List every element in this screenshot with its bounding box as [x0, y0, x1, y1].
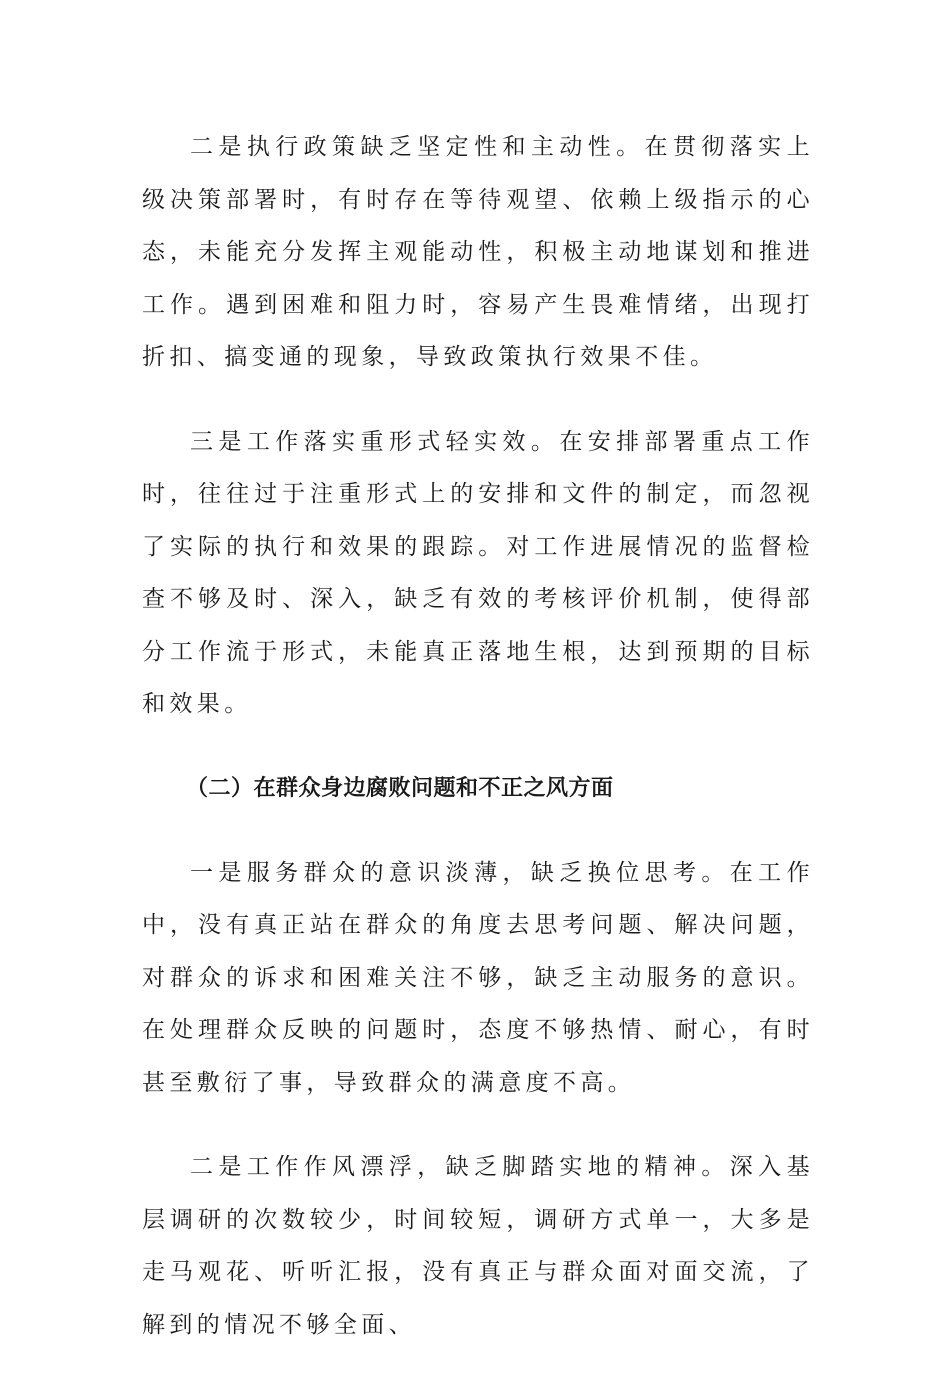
- body-paragraph: 二是执行政策缺乏坚定性和主动性。在贯彻落实上级决策部署时，有时存在等待观望、依赖上级指示的心态，未能充分发挥主观能动性，积极主动地谋划和推进工作。遇到困难和阻力时，容易产生畏难情绪，出现打折扣、搞变通的现象，导致政策执行效果不佳。: [142, 134, 814, 370]
- body-paragraph: 一是服务群众的意识淡薄，缺乏换位思考。在工作中，没有真正站在群众的角度去思考问题、解决问题，对群众的诉求和困难关注不够，缺乏主动服务的意识。在处理群众反映的问题时，态度不够热情、耐心，有时甚至敷衍了事，导致群众的满意度不高。: [142, 859, 814, 1096]
- body-paragraph: 三是工作落实重形式轻实效。在安排部署重点工作时，往往过于注重形式上的安排和文件的制定，而忽视了实际的执行和效果的跟踪。对工作进展情况的监督检查不够及时、深入，缺乏有效的考核评价机制，使得部分工作流于形式，未能真正落地生根，达到预期的目标和效果。: [142, 428, 814, 717]
- document-body: [142, 121, 814, 1383]
- body-paragraph: 二是工作作风漂浮，缺乏脚踏实地的精神。深入基层调研的次数较少，时间较短，调研方式单一，大多是走马观花、听听汇报，没有真正与群众面对面交流，了解到的情况不够全面、: [142, 1154, 814, 1338]
- section-heading: （二）在群众身边腐败问题和不正之风方面: [186, 775, 614, 801]
